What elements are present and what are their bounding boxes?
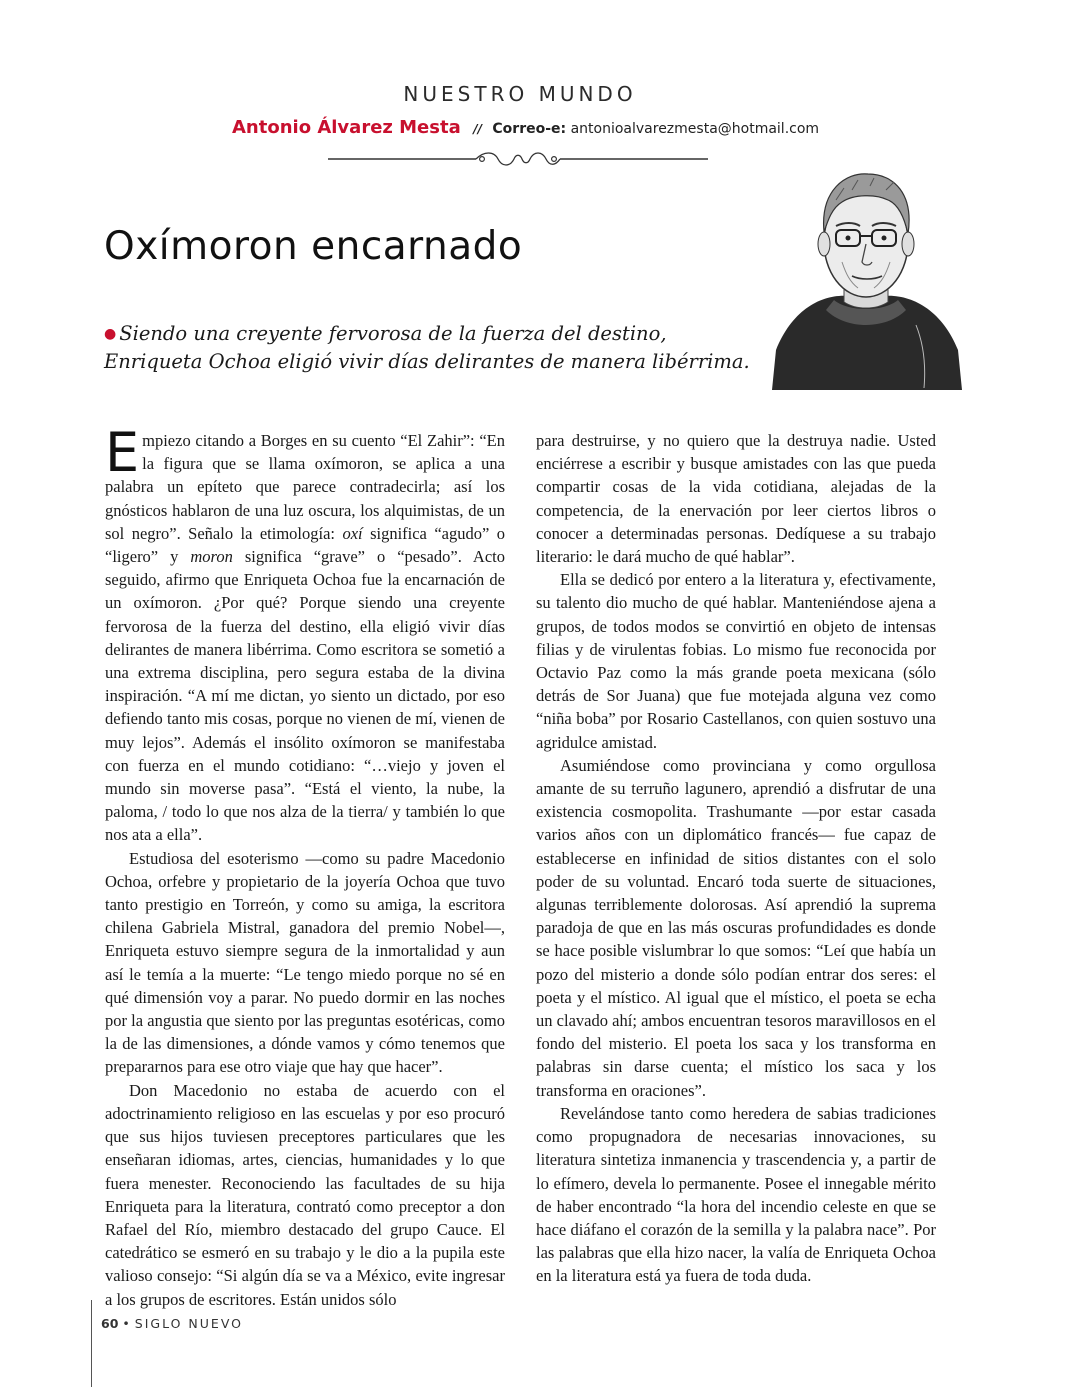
paragraph: Don Macedonio no estaba de acuerdo con el adoctrinamiento religioso en las escuelas y por eso procuró que sus hijos tuviesen preceptores particulares que les enseñaran idiomas, artes, ciencias, humanidades y lo que fuera menester. Reconociendo las facultades de su hija Enriqueta para la literatura, contrató como preceptor a don Rafael del Río, miembro destacado del grupo Cauce. El catedrático se esmeró en su trabajo y le dio a la pupila este valioso consejo: “Si algún día se va a México, evite ingresar a los grupos de escritores. Están unidos sólo [105, 1080, 505, 1309]
italic-term: moron [190, 547, 233, 567]
email-label: Correo-e: [492, 121, 567, 137]
paragraph-continued: para destruirse, y no quiero que la destruya nadie. Usted enciérrese a escribir y busque amistades con las que pueda compartir cosas de la vida cotidiana, alejadas de la competencia, de la enervación por leer ciertos libros o conocer a determinadas personas. Dedíquese a su trabajo literario: le dará mucho de qué hablar”. [536, 431, 936, 567]
headline: Oxímoron encarnado [104, 224, 523, 269]
section-title: NUESTRO MUNDO [403, 82, 637, 106]
paragraph: Asumiéndose como provinciana y como orgullosa amante de su terruño lagunero, aprendió a disfrutar de una existencia cosmopolita. Trashumante —por estar casada varios años con un diplomático francés— fue capaz de establecerse en infinidad de sitios distantes con el solo poder de su voluntad. Encaró toda suerte de situaciones, algunas terriblemente dolorosas. Así aprendió la suprema paradoja de que en las más oscuras profundidades es donde se hace posible vislumbrar lo que somos: “Leí que había un pozo del misterio a donde sólo podían entrar dos seres: el poeta y el místico. Al igual que el místico, el poeta se echa un clavado ahí; ambos encuentran tesoros maravillosos en el fondo del misterio. El poeta los saca y los transforma en palabras sin darse cuenta; el místico los saca y los transforma en oraciones”. [536, 755, 936, 1100]
footer-vertical-rule [91, 1300, 92, 1387]
paragraph: Ella se dedicó por entero a la literatura y, efectivamente, su talento dio mucho de qué hablar. Manteniéndose ajena a grupos, de todos modos se convirtió en objeto de intensas filias y de virulentas fobias. Lo mismo fue reconocida por Octavio Paz como la más grande poeta mexicana (sólo detrás de Sor Juana) que fue motejada alguna vez como “niña boba” por Rosario Castellanos, con quien sostuvo una agridulce amistad. [536, 570, 936, 752]
article-column-right [536, 429, 936, 1288]
drop-cap: E [105, 421, 140, 484]
deck-bullet-icon: ● [104, 326, 117, 342]
paragraph-text: mpiezo citando a Borges en su cuento “El Zahir”: “En la figura que se llama oxímoron, se aplica a una palabra un epíteto que parece contradecirla; así los gnósticos hablaron de una luz oscura, los alquimistas, de un sol negro”. Señalo la etimología: [105, 431, 505, 543]
paragraph: Estudiosa del esoterismo —como su padre Macedonio Ochoa, orfebre y propietario de la joyería Ochoa que tuvo tanto prestigio en Torreón, y como su amiga, la escritora chilena Gabriela Mistral, ganadora del premio Nobel—, Enriqueta estuvo siempre segura de la inmortalidad y aun así le temía a la muerte: “Le tengo miedo porque no sé en qué dimensión voy a parar. No puedo dormir en las noches por la angustia que siento por las preguntas esotéricas, como la de las dimensiones, a dónde vamos y cómo tenemos que prepararnos para ese otro viaje que hay que hacer”. [105, 848, 505, 1077]
article-deck [104, 320, 754, 376]
paragraph: Revelándose tanto como heredera de sabias tradiciones como propugnadora de necesarias innovaciones, su literatura sintetiza inmanencia y trascendencia y, a partir de lo efímero, devela lo permanente. Posee el innegable mérito de haber encontrado “la hora del incendio celeste en que se hace diáfano el corazón de la semilla y la palabra nace”. Por las palabras que ella hizo nacer, la valía de Enriqueta Ochoa en la literatura está ya fuera de toda duda. [536, 1103, 936, 1286]
page-footer [101, 1316, 243, 1331]
deck-text: Siendo una creyente fervorosa de la fuerza del destino, Enriqueta Ochoa eligió vivir días delirantes de manera libérrima. [104, 322, 750, 373]
byline [232, 117, 819, 138]
magazine-name: SIGLO NUEVO [134, 1316, 243, 1331]
italic-term: oxí [342, 523, 363, 543]
footer-bullet: • [122, 1316, 130, 1331]
paragraph-text: significa “grave” o “pesado”. Acto seguido, afirmo que Enriqueta Ochoa fue la encarnación de un oxímoron. ¿Por qué? Porque siendo una creyente fervorosa de la fuerza del destino, ella eligió vivir días delirantes de manera libérrima. Como escritora se sometió a una extrema disciplina, pero segura estaba de la divina inspiración. “A mí me dictan, yo siento un dictado, por eso defiendo tanto mis cosas, porque no vienen de mí, vienen de muy lejos”. Además el insólito oxímoron se manifestaba con fuerza en el mundo cotidiano: “…viejo y joven el mundo sin moverse pasa”. “Está el viento, la nube, la paloma, / todo lo que nos alza de la tierra/ y también lo que nos ata a ella”. [105, 547, 505, 845]
author-email[interactable]: antonioalvarezmesta@hotmail.com [570, 121, 820, 137]
decorative-divider-icon [328, 148, 708, 170]
article-column-left [105, 421, 505, 1311]
byline-separator: // [473, 122, 482, 136]
author-name: Antonio Álvarez Mesta [232, 117, 461, 138]
author-portrait-illustration [766, 150, 966, 390]
page-number: 60 [101, 1316, 119, 1331]
paragraph-text: significa “agudo” o “ligero” y [105, 523, 505, 567]
paragraph [105, 421, 505, 847]
